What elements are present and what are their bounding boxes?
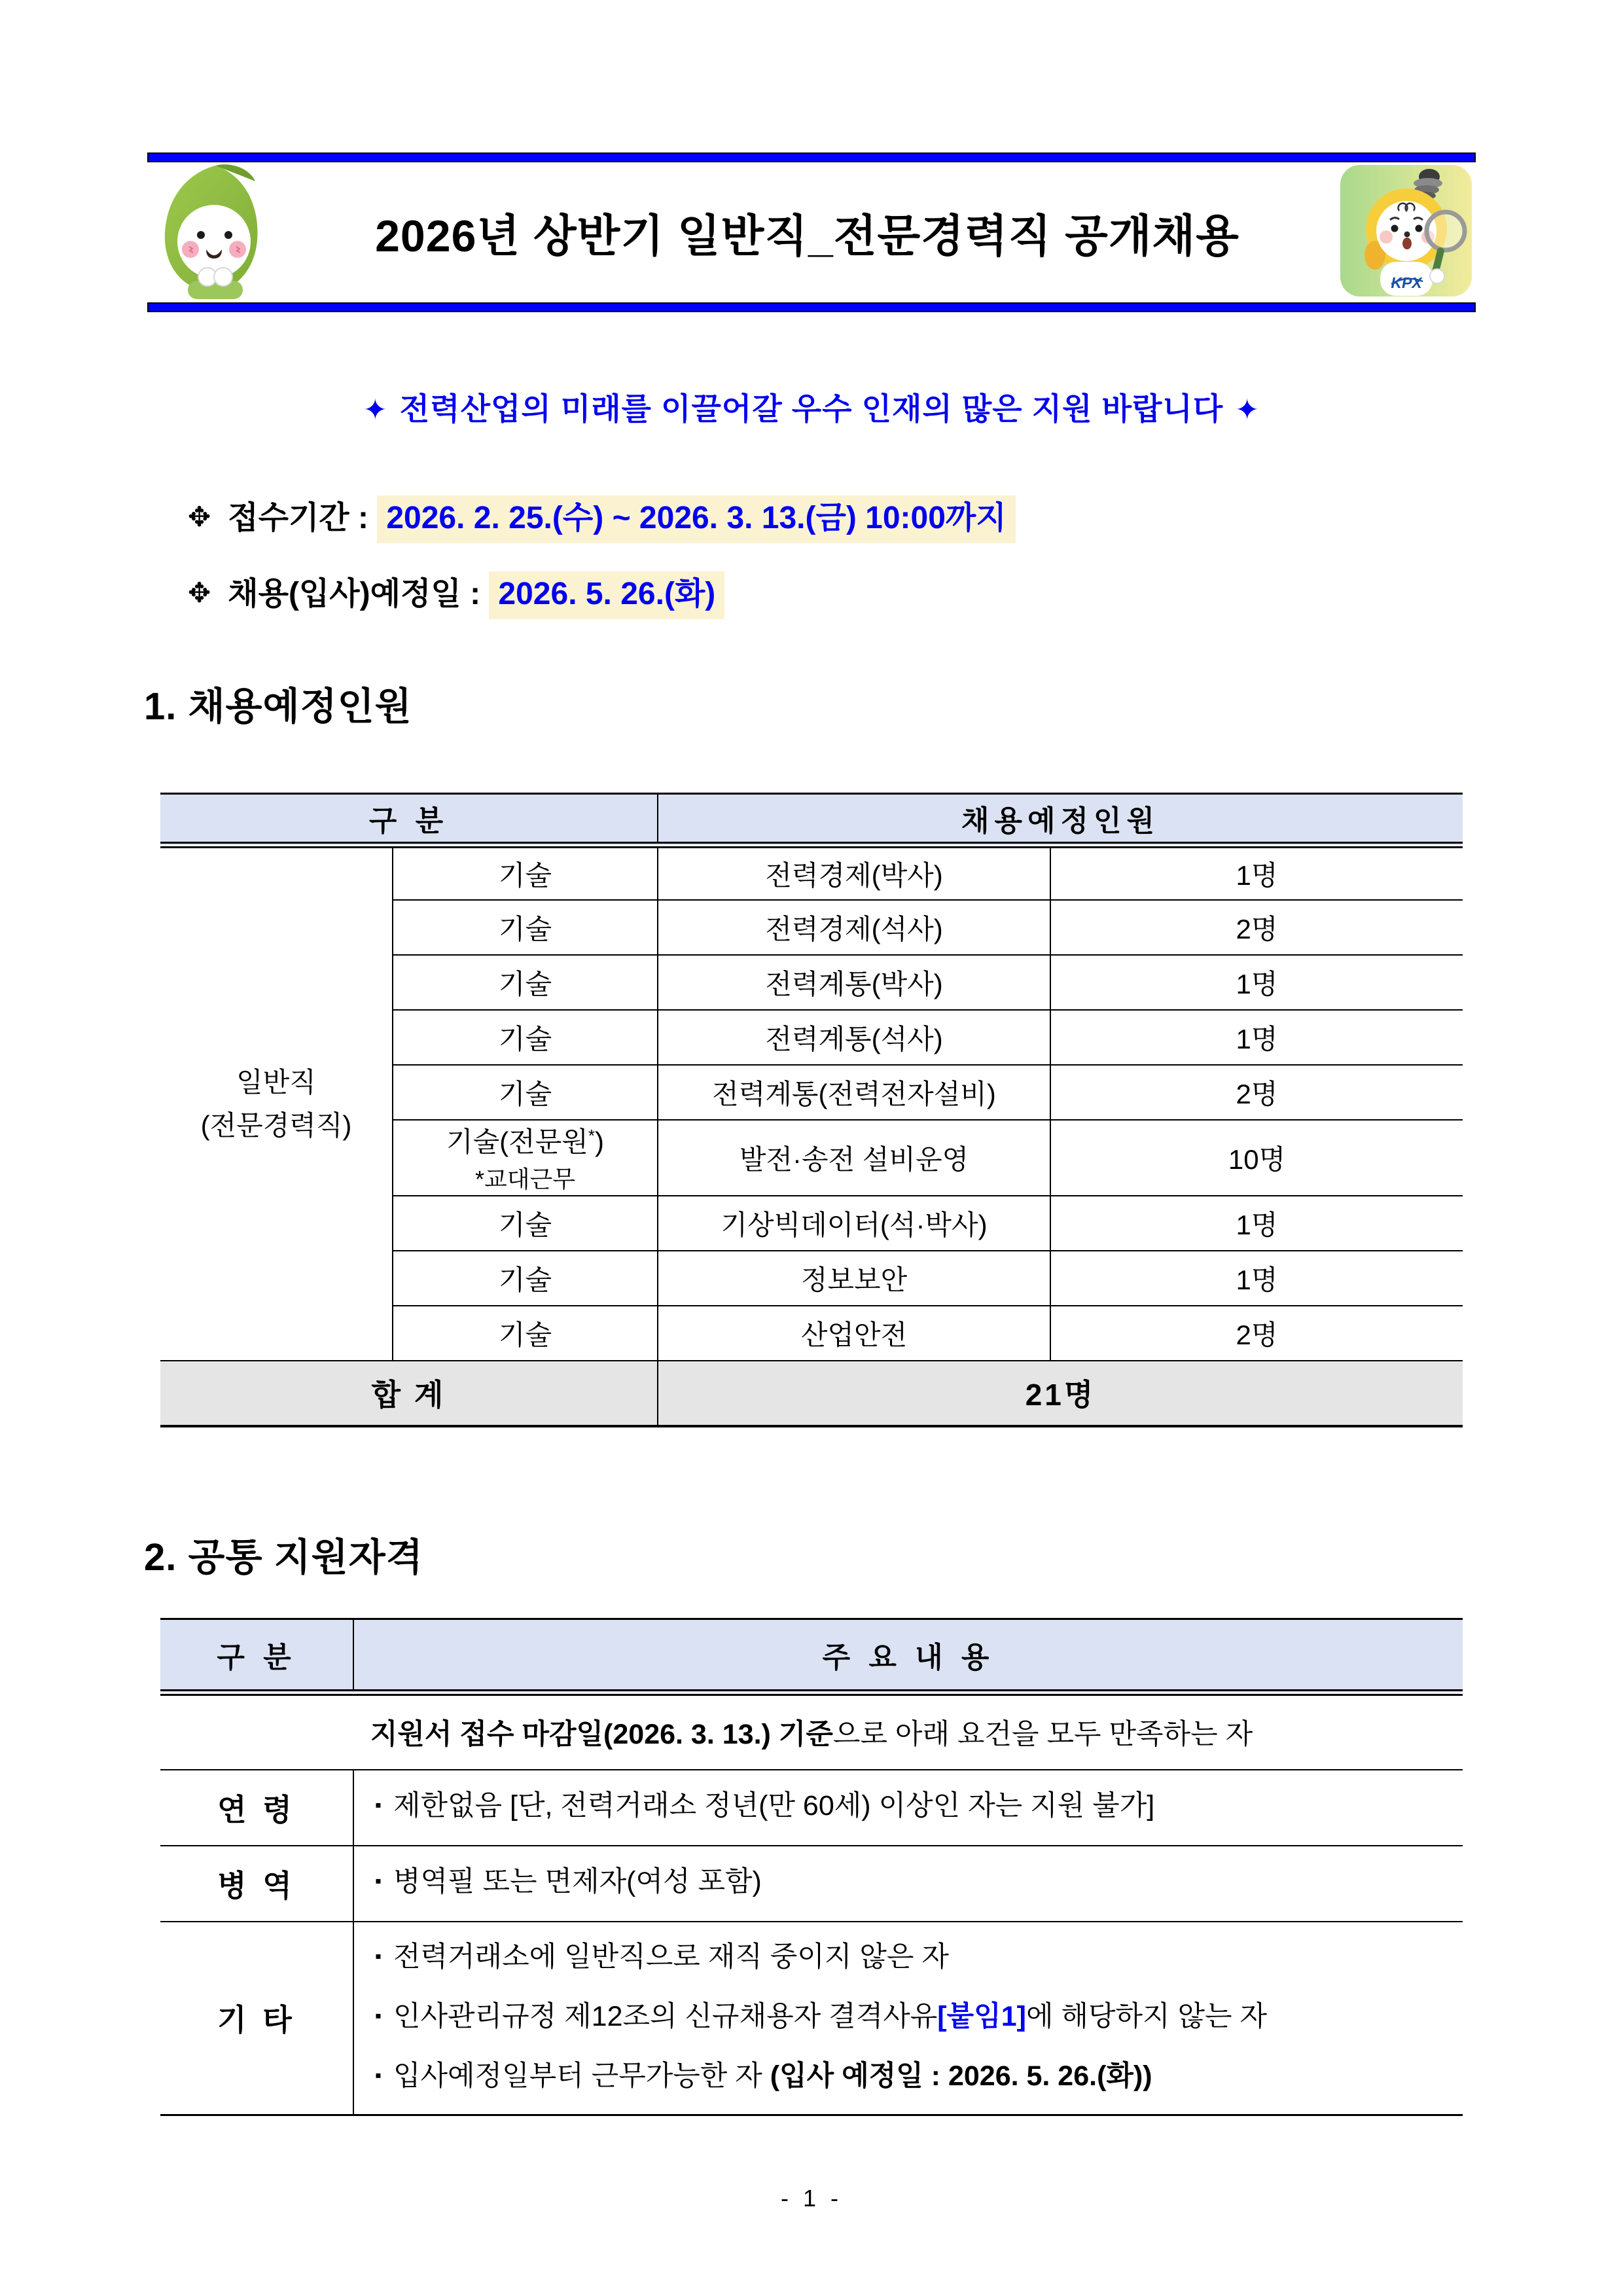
application-period-label: 접수기간: [228, 501, 349, 535]
group-label-line1: 일반직: [236, 1067, 316, 1098]
age-text: 제한없음 [단, 전력거래소 정년(만 60세) 이상인 자는 지원 불가]: [393, 1790, 1155, 1821]
etc-item-1: [375, 1929, 1463, 1988]
criteria-normal-part: 으로 아래 요건을 모두 만족하는 자: [832, 1719, 1253, 1750]
t1-header-category: 구 분: [160, 794, 658, 845]
hire-date-label: 채용(입사)예정일: [228, 577, 461, 611]
bottom-blue-bar: [147, 302, 1476, 312]
age-label: 연 령: [160, 1770, 353, 1846]
etc-item-2: [375, 1988, 1463, 2048]
cell-count: 10명: [1050, 1120, 1463, 1196]
club-cross-bullet-icon: ✥: [188, 577, 211, 608]
square-bullet-icon: ▪: [375, 2064, 382, 2085]
t2-header-category: 구 분: [160, 1619, 353, 1693]
cell-field: 정보보안: [658, 1251, 1050, 1306]
etc-item2-pre: 인사관리규정 제12조의 신규채용자 결격사유: [393, 2000, 938, 2032]
criteria-text: [160, 1693, 1463, 1770]
cell-category: 기술: [393, 1251, 658, 1306]
kpx-logo: [1391, 274, 1423, 291]
eye-left: [1391, 225, 1399, 232]
category-text: 기술(전문원: [446, 1126, 588, 1157]
cell-field: 산업안전: [658, 1306, 1050, 1361]
age-content: [353, 1770, 1463, 1846]
top-blue-bar: [147, 152, 1476, 162]
four-point-star-icon: ✦: [1235, 394, 1260, 426]
group-label-line2: (전문경력직): [200, 1109, 352, 1141]
cell-count: 1명: [1050, 955, 1463, 1010]
nose: [1404, 232, 1410, 238]
cell-category: 기술: [393, 900, 658, 955]
t1-header-count: 채용예정인원: [658, 794, 1463, 845]
cell-count: 2명: [1050, 1306, 1463, 1361]
square-bullet-icon: ▪: [375, 2005, 382, 2026]
shift-work-note: *교대근무: [474, 1166, 576, 1193]
application-period-value: 2026. 2. 25.(수) ~ 2026. 3. 13.(금) 10:00까지: [377, 495, 1015, 543]
table-row: [160, 845, 1463, 900]
etc-content: [353, 1922, 1463, 2115]
etc-item3-text: 입사예정일부터 근무가능한 자: [393, 2060, 770, 2092]
etc-label: 기 타: [160, 1922, 353, 2115]
cell-count: 1명: [1050, 1196, 1463, 1251]
cheek-left: [1380, 230, 1393, 243]
cell-field: 전력경제(석사): [658, 900, 1050, 955]
cell-field: 전력계통(박사): [658, 955, 1050, 1010]
military-label: 병 역: [160, 1846, 353, 1922]
table-header-row: [160, 794, 1463, 845]
square-bullet-icon: ▪: [375, 1945, 382, 1966]
banner-content: [147, 162, 1476, 302]
cell-category: 기술: [393, 1065, 658, 1120]
four-point-star-icon: ✦: [363, 394, 388, 426]
age-row: [160, 1770, 1463, 1846]
etc-item2-post: 에 해당하지 않는 자: [1026, 2000, 1268, 2032]
total-value: 21명: [658, 1361, 1463, 1426]
application-period-line: [188, 492, 1016, 537]
hire-date-value: 2026. 5. 26.(화): [489, 571, 724, 619]
etc-item3-bold: (입사 예정일 : 2026. 5. 26.(화)): [770, 2060, 1152, 2092]
t2-header-content: 주 요 내 용: [353, 1619, 1463, 1693]
slogan-line: [0, 385, 1623, 429]
cell-count: 1명: [1050, 845, 1463, 900]
separator: :: [349, 501, 378, 535]
mascot-body: [188, 281, 243, 299]
eye-right: [224, 231, 232, 239]
square-bullet-icon: ▪: [375, 1871, 382, 1891]
mouth: [1402, 238, 1412, 249]
right-mascot: [1339, 164, 1473, 301]
club-cross-bullet-icon: ✥: [188, 501, 211, 532]
total-label: 합 계: [160, 1361, 658, 1426]
cell-category: 기술: [393, 1306, 658, 1361]
separator: :: [461, 577, 490, 611]
cell-field: 전력경제(박사): [658, 845, 1050, 900]
hire-date-line: [188, 568, 724, 613]
t1-group-label: [160, 845, 393, 1361]
cell-count: 2명: [1050, 1065, 1463, 1120]
etc-item-3: [375, 2048, 1463, 2108]
cell-field: 전력계통(전력전자설비): [658, 1065, 1050, 1120]
etc-row: [160, 1922, 1463, 2115]
military-text: 병역필 또는 면제자(여성 포함): [393, 1866, 762, 1897]
section1-heading: 1. 채용예정인원: [144, 685, 412, 728]
military-content: [353, 1846, 1463, 1922]
header-banner: [147, 152, 1476, 312]
cell-count: 1명: [1050, 1010, 1463, 1065]
total-row: [160, 1361, 1463, 1426]
hand-right: [214, 268, 232, 286]
section2-heading: 2. 공통 지원자격: [144, 1536, 423, 1579]
cell-count: 2명: [1050, 900, 1463, 955]
page-number: - 1 -: [780, 2185, 842, 2212]
page-title: 2026년 상반기 일반직_전문경력직 공개채용: [375, 211, 1240, 261]
cell-category: [393, 1120, 658, 1196]
criteria-row: [160, 1693, 1463, 1770]
etc-item1-text: 전력거래소에 일반직으로 재직 중이지 않은 자: [393, 1941, 949, 1973]
eye-right: [1416, 225, 1423, 232]
category-paren: ): [595, 1126, 604, 1157]
left-mascot: [150, 162, 276, 304]
cell-field: 발전·송전 설비운영: [658, 1120, 1050, 1196]
eye-left: [197, 231, 205, 239]
cell-field: 기상빅데이터(석·박사): [658, 1196, 1050, 1251]
common-qualification-table: [160, 1618, 1463, 2116]
military-row: [160, 1846, 1463, 1922]
cell-category: 기술: [393, 955, 658, 1010]
table-header-row: [160, 1619, 1463, 1693]
recruitment-plan-table: [160, 793, 1463, 1427]
category-superscript: *: [588, 1126, 595, 1145]
attachment1-reference: [붙임1]: [937, 2000, 1026, 2032]
cell-category: 기술: [393, 1010, 658, 1065]
cell-count: 1명: [1050, 1251, 1463, 1306]
yellow-bulb-mascot-icon: [1339, 164, 1473, 298]
kpx-logo-text: KPX: [1391, 274, 1422, 291]
slogan-text: 전력산업의 미래를 이끌어갈 우수 인재의 많은 지원 바랍니다: [399, 391, 1224, 426]
cell-category: 기술: [393, 1196, 658, 1251]
criteria-bold-part: 지원서 접수 마감일(2026. 3. 13.) 기준: [370, 1719, 833, 1750]
cell-field: 전력계통(석사): [658, 1010, 1050, 1065]
cell-category: 기술: [393, 845, 658, 900]
square-bullet-icon: ▪: [375, 1795, 382, 1815]
green-leaf-mascot-icon: [150, 162, 276, 300]
